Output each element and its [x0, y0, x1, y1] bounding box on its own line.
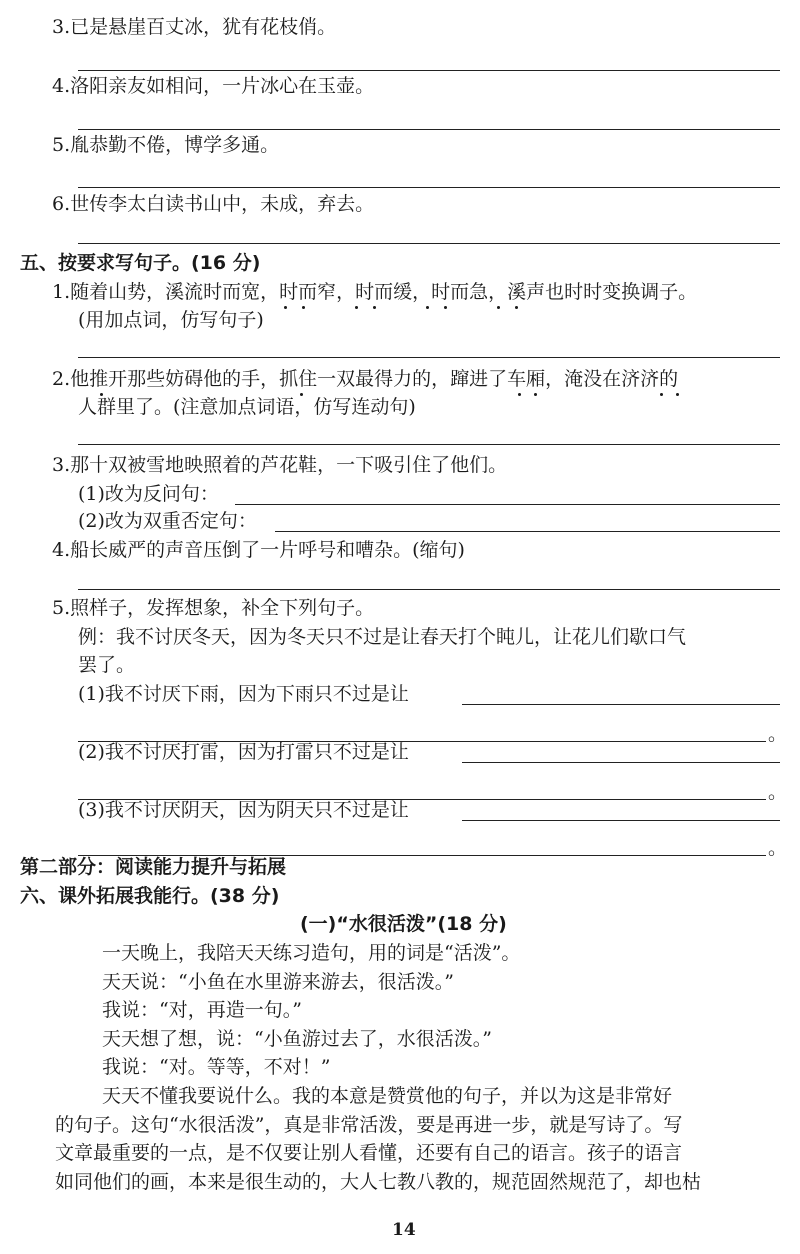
paragraph: 的句子。这句“水很活泼”，真是非常活泼，要是再进一步，就是写诗了。写: [55, 1114, 683, 1136]
q1-text: 1.随着山势，溪流时而宽，时而窄，时而缓，时而急，溪声也时时变换调子。: [52, 281, 698, 303]
q4-text: 4.船长威严的声音压倒了一片呼号和嘈杂。(缩句): [52, 539, 465, 561]
answer-line[interactable]: [78, 129, 780, 130]
paragraph: 如同他们的画，本来是很生动的，大人七教八教的，规范固然规范了，却也枯: [55, 1171, 702, 1193]
q5-part1: (1)我不讨厌下雨，因为下雨只不过是让: [78, 683, 409, 705]
q5-part3: (3)我不讨厌阴天，因为阴天只不过是让: [78, 799, 409, 821]
q5-part2: (2)我不讨厌打雷，因为打雷只不过是让: [78, 741, 409, 763]
q5-text: 5.照样子，发挥想象，补全下列句子。: [52, 597, 375, 619]
paragraph: 我说：“对。等等，不对！”: [102, 1056, 331, 1078]
answer-line[interactable]: [462, 762, 780, 763]
q2-text: 2.他推开那些妨碍他的手，抓住一双最得力的，蹿进了车厢，淹没在济济的: [52, 368, 679, 390]
passage-title: (一)“水很活泼”(18 分): [300, 913, 507, 935]
answer-line[interactable]: [462, 820, 780, 821]
paragraph: 一天晚上，我陪天天练习造句，用的词是“活泼”。: [102, 942, 521, 964]
answer-line[interactable]: [78, 357, 780, 358]
period: 。: [768, 781, 788, 803]
paragraph: 我说：“对，再造一句。”: [102, 999, 302, 1021]
answer-line[interactable]: [78, 589, 780, 590]
answer-line[interactable]: [78, 70, 780, 71]
answer-line[interactable]: [462, 704, 780, 705]
answer-line[interactable]: [235, 504, 780, 505]
q3-part2-label: (2)改为双重否定句：: [78, 510, 257, 532]
answer-line[interactable]: [78, 187, 780, 188]
answer-line[interactable]: [78, 444, 780, 445]
q1-instruction: (用加点词，仿写句子): [78, 309, 264, 331]
item-3: 3.已是悬崖百丈冰，犹有花枝俏。: [52, 16, 337, 38]
example-text: 例：我不讨厌冬天，因为冬天只不过是让春天打个盹儿，让花儿们歇口气: [78, 626, 687, 648]
paragraph: 天天想了想，说：“小鱼游过去了，水很活泼。”: [102, 1028, 492, 1050]
q2-text-cont: 人群里了。(注意加点词语，仿写连动句): [78, 396, 416, 418]
period: 。: [768, 837, 788, 859]
item-5: 5.胤恭勤不倦，博学多通。: [52, 134, 280, 156]
example-text-cont: 罢了。: [78, 654, 136, 676]
paragraph: 天天说：“小鱼在水里游来游去，很活泼。”: [102, 971, 454, 993]
section6-heading: 六、课外拓展我能行。(38 分): [20, 885, 280, 907]
answer-line[interactable]: [275, 531, 780, 532]
answer-line[interactable]: [78, 243, 780, 244]
part2-heading: 第二部分：阅读能力提升与拓展: [20, 856, 287, 878]
paragraph: 天天不懂我要说什么。我的本意是赞赏他的句子，并以为这是非常好: [102, 1085, 673, 1107]
paragraph: 文章最重要的一点，是不仅要让别人看懂，还要有自己的语言。孩子的语言: [55, 1142, 683, 1164]
page-number: 14: [392, 1220, 416, 1240]
section5-heading: 五、按要求写句子。(16 分): [20, 252, 261, 274]
q3-part1-label: (1)改为反问句：: [78, 483, 219, 505]
q3-text: 3.那十双被雪地映照着的芦花鞋，一下吸引住了他们。: [52, 454, 508, 476]
period: 。: [768, 723, 788, 745]
item-6: 6.世传李太白读书山中，未成，弃去。: [52, 193, 375, 215]
item-4: 4.洛阳亲友如相问，一片冰心在玉壶。: [52, 75, 375, 97]
